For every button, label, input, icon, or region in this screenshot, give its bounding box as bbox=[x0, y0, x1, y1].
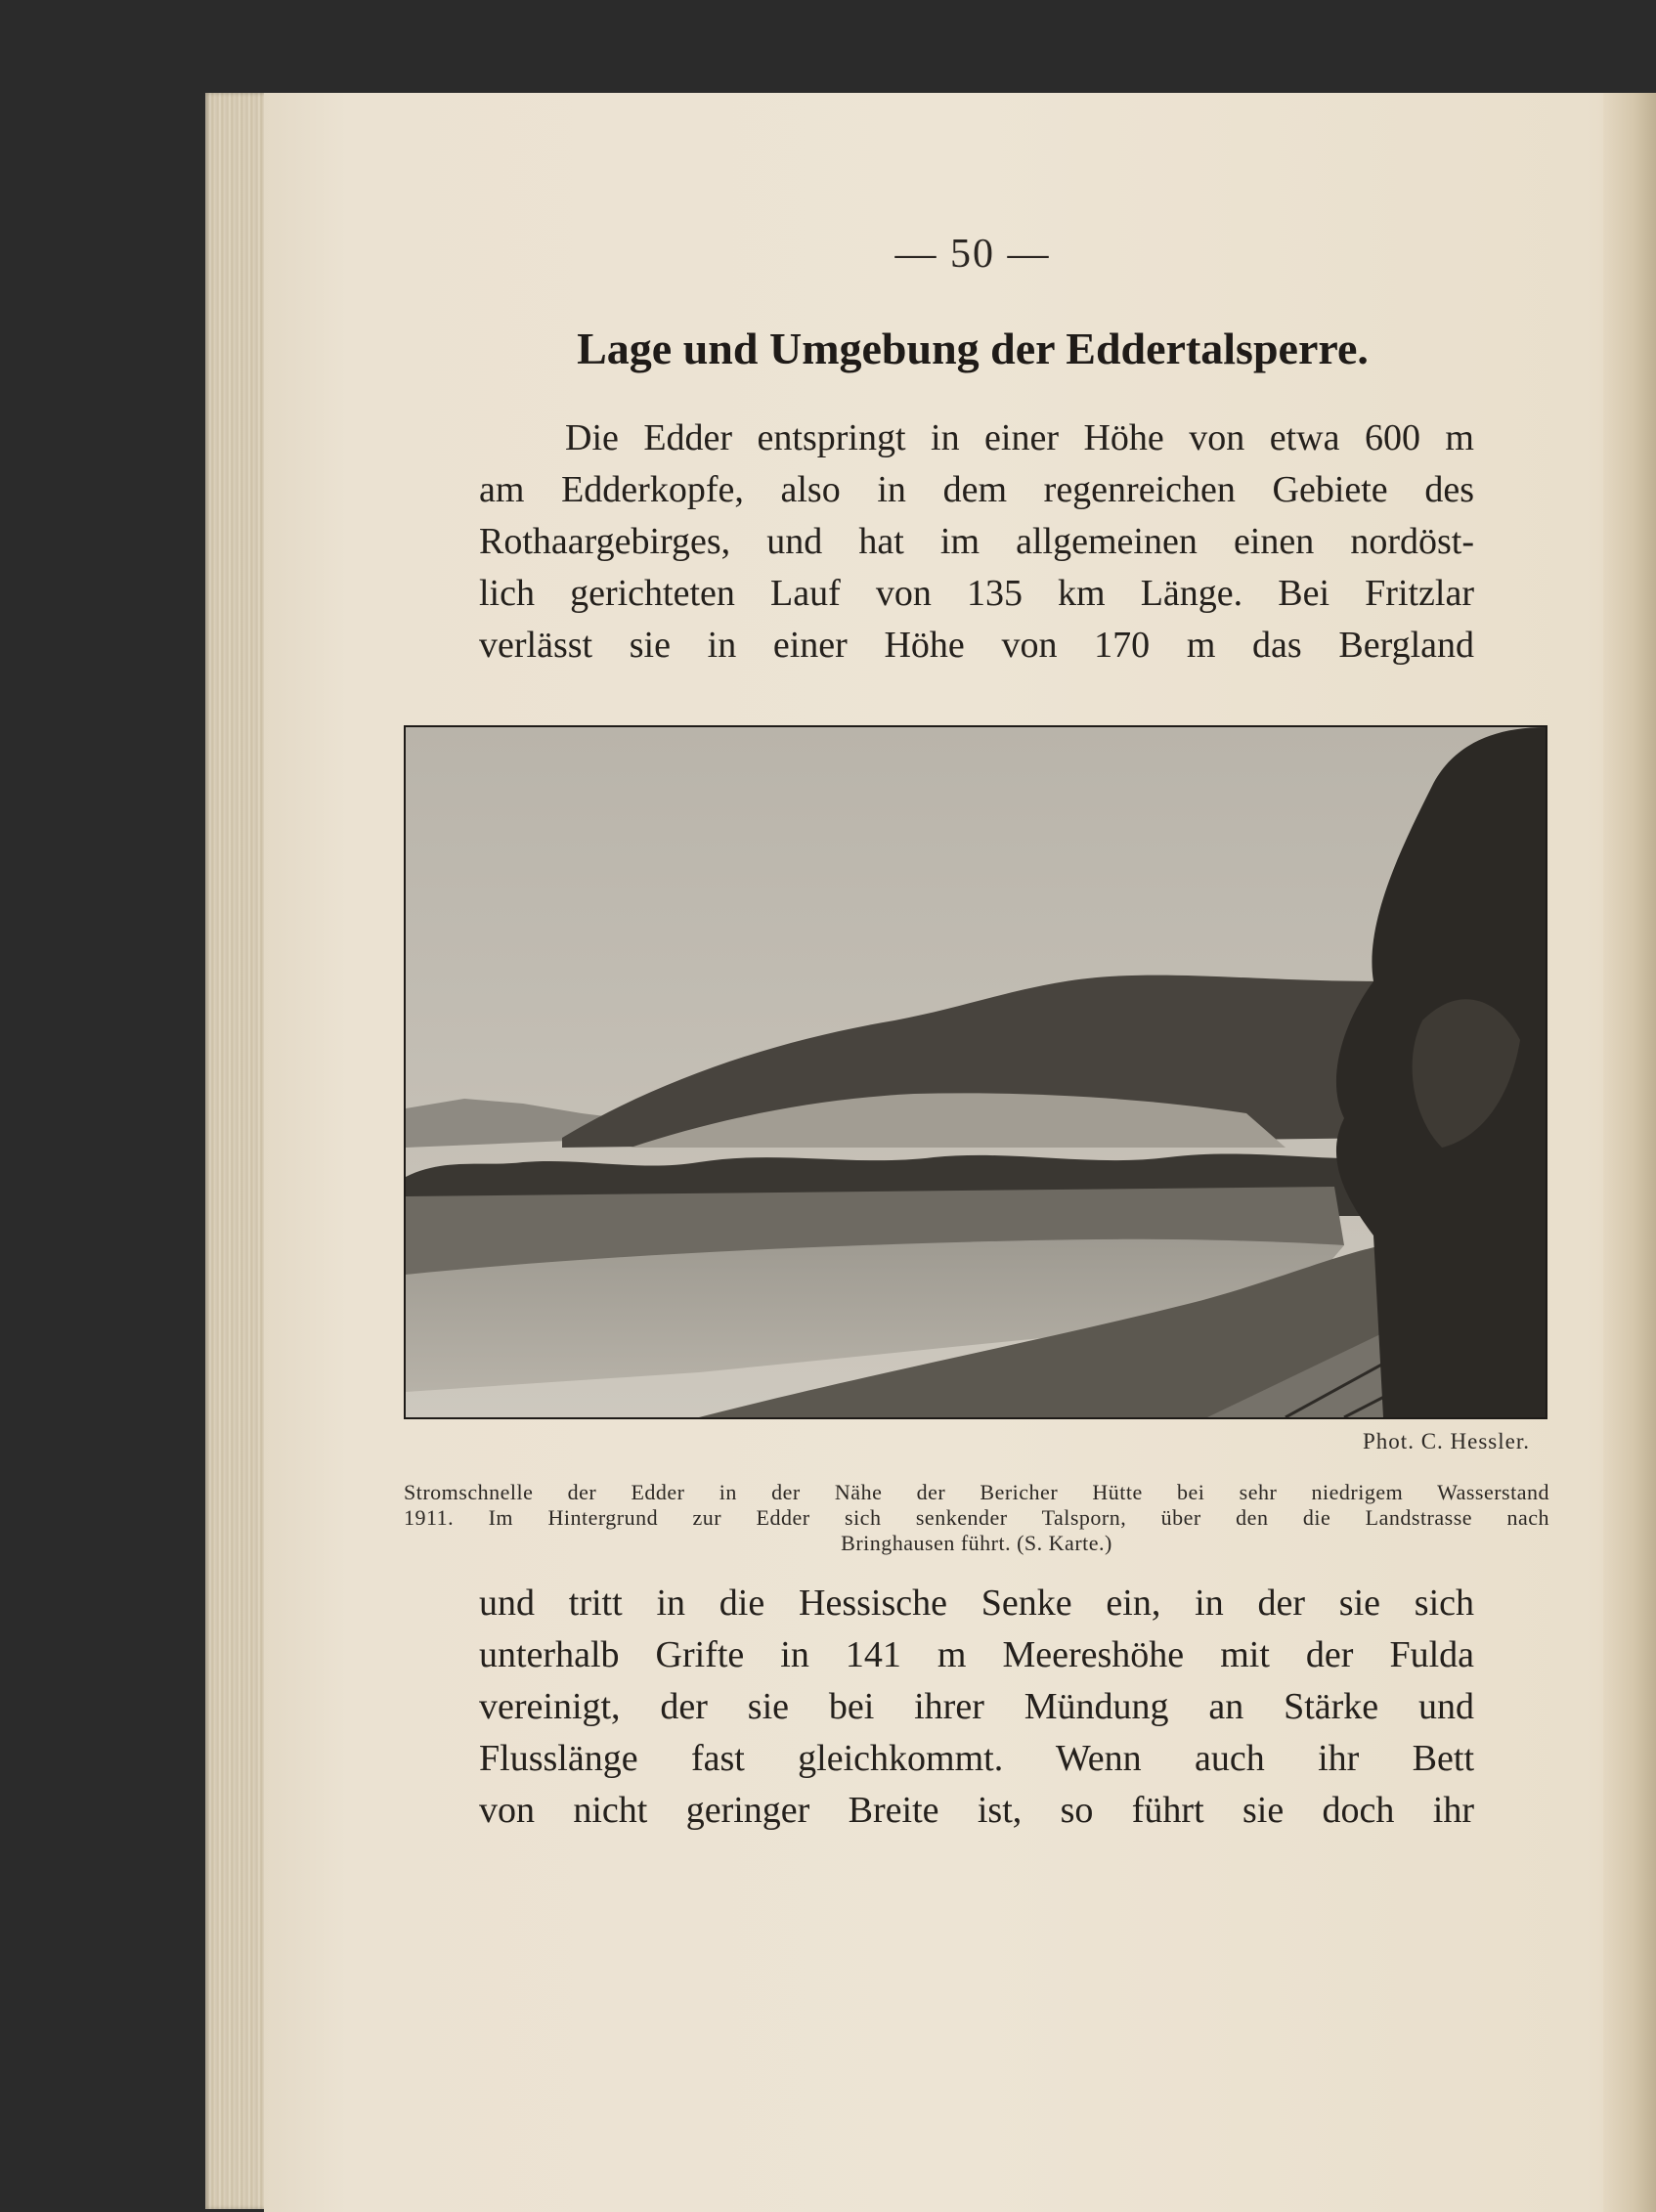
page-number: — 50 — bbox=[894, 232, 1051, 277]
river-valley-photo bbox=[406, 727, 1546, 1417]
section-title: Lage und Umgebung der Eddertalsperre. bbox=[577, 324, 1369, 373]
photo-caption bbox=[404, 1480, 1549, 1556]
paragraph-line: Die Edder entspringt in einer Höhe von etwa 600 m bbox=[565, 417, 1474, 458]
paragraph-continuation bbox=[479, 1578, 1474, 1837]
photo-credit: Phot. C. Hessler. bbox=[1363, 1429, 1530, 1453]
right-page-edge bbox=[1603, 93, 1656, 2212]
paragraph-line: am Edderkopfe, also in dem regenreichen Gebiete des bbox=[479, 469, 1474, 510]
paragraph-line: von nicht geringer Breite ist, so führt sie doch ihr bbox=[479, 1790, 1474, 1831]
paragraph-line: Rothaargebirges, und hat im allgemeinen einen nordöst- bbox=[479, 521, 1474, 562]
paragraph-line: vereinigt, der sie bei ihrer Mündung an Stärke und bbox=[479, 1686, 1474, 1727]
paragraph-line: verlässt sie in einer Höhe von 170 m das Bergland bbox=[479, 625, 1474, 666]
paragraph-line: Flusslänge fast gleichkommt. Wenn auch ihr Bett bbox=[479, 1738, 1474, 1779]
paragraph-line: unterhalb Grifte in 141 m Meereshöhe mit der Fulda bbox=[479, 1634, 1474, 1675]
landscape-photograph bbox=[404, 725, 1547, 1419]
caption-line: Bringhausen führt. (S. Karte.) bbox=[841, 1531, 1112, 1555]
paragraph-line: lich gerichteten Lauf von 135 km Länge. Bei Fritzlar bbox=[479, 573, 1474, 614]
caption-line: 1911. Im Hintergrund zur Edder sich senkender Talsporn, über den die Landstrasse nach bbox=[404, 1505, 1549, 1530]
paragraph-line: und tritt in die Hessische Senke ein, in der sie sich bbox=[479, 1583, 1474, 1624]
caption-line: Stromschnelle der Edder in der Nähe der Bericher Hütte bei sehr niedrigem Wasserstand bbox=[404, 1480, 1549, 1504]
paragraph-intro bbox=[479, 412, 1474, 672]
